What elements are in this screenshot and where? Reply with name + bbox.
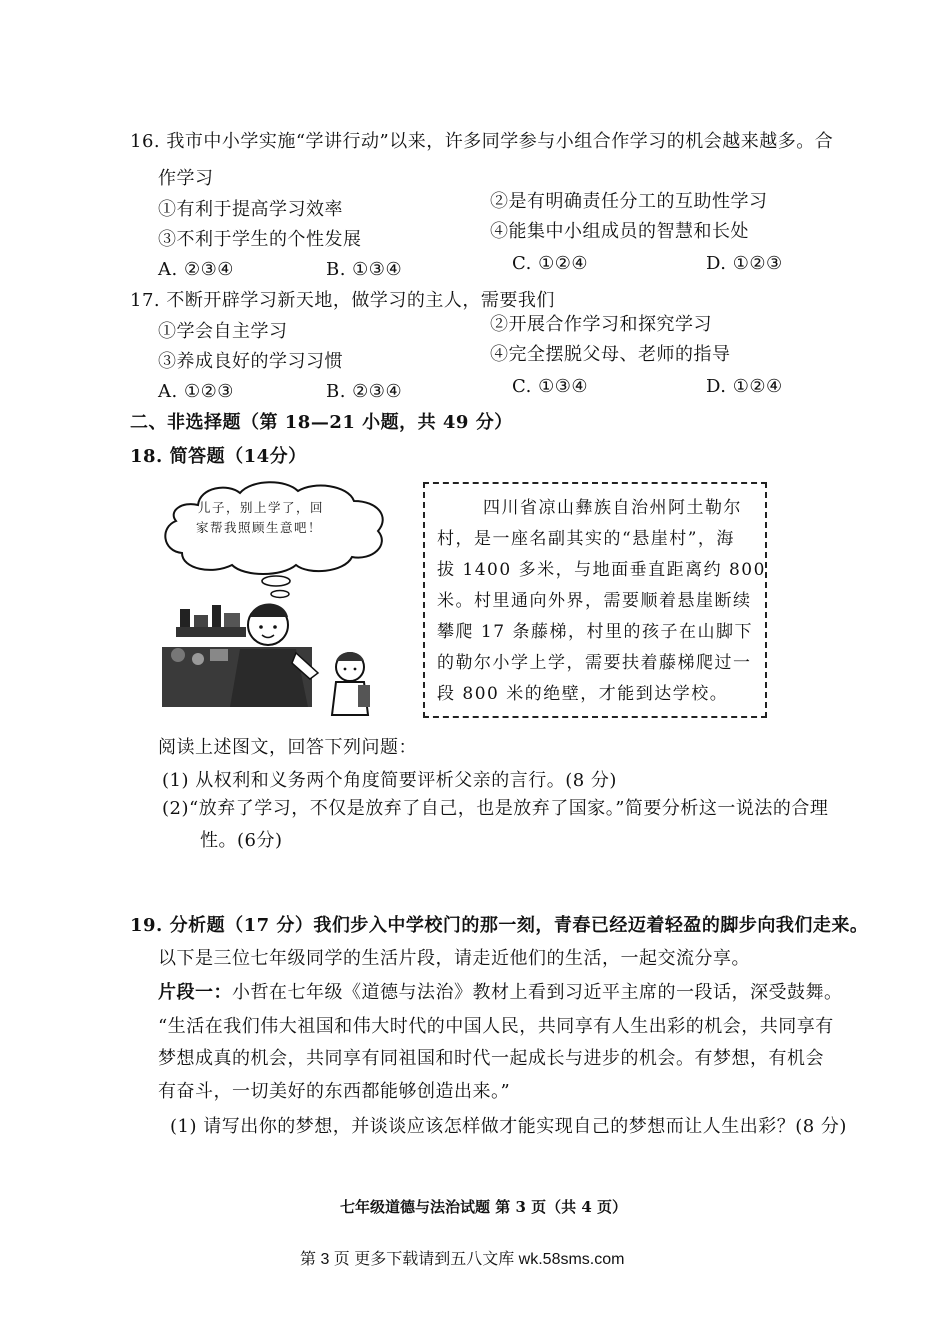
fragment-text: 小哲在七年级《道德与法治》教材上看到习近平主席的一段话，深受鼓舞。 <box>232 982 843 1003</box>
q17-choice-c: C. ①③④ <box>512 376 588 397</box>
q17-stem: 17. 不断开辟学习新天地，做学习的主人，需要我们 <box>130 290 555 311</box>
q16-option-1: ①有利于提高学习效率 <box>158 199 343 220</box>
goods <box>192 653 204 665</box>
q17-option-2: ②开展合作学习和探究学习 <box>490 314 712 335</box>
bubble-text-line2: 家帮我照顾生意吧！ <box>196 520 323 535</box>
q18-sub-question-2-line1: (2)“放弃了学习，不仅是放弃了自己，也是放弃了国家。”简要分析这一说法的合理 <box>162 798 829 819</box>
section2-heading: 二、非选择题（第 18—21 小题，共 49 分） <box>130 412 513 433</box>
q19-quote-line3: 有奋斗，一切美好的东西都能够创造出来。” <box>158 1081 511 1102</box>
father-eye <box>259 625 263 629</box>
q18-sub-question-1: (1) 从权利和义务两个角度简要评析父亲的言行。(8 分) <box>162 770 617 791</box>
goods <box>171 648 185 662</box>
box-line-6: 的勒尔小学上学，需要扶着藤梯爬过一 <box>437 653 752 673</box>
q17-option-1: ①学会自主学习 <box>158 321 288 342</box>
box-line-7: 段 800 米的绝壁，才能到达学校。 <box>437 684 729 704</box>
q17-option-3: ③养成良好的学习习惯 <box>158 351 343 372</box>
q18-sub-question-2-line2: 性。(6分) <box>200 830 283 851</box>
q16-option-2: ②是有明确责任分工的互助性学习 <box>490 191 768 212</box>
bubble-dot-1 <box>262 576 290 586</box>
bubble-text-line1: 儿子，别上学了，回 <box>198 500 325 515</box>
cartoon-illustration <box>158 477 398 722</box>
q19-fragment-1 <box>158 981 843 1005</box>
q19-quote-line2: 梦想成真的机会，共同享有同祖国和时代一起成长与进步的机会。有梦想，有机会 <box>158 1048 824 1069</box>
q17-choice-b: B. ②③④ <box>326 381 403 402</box>
father-hair <box>250 604 288 618</box>
q19-sub-question-1: (1) 请写出你的梦想，并谈谈应该怎样做才能实现自己的梦想而让人生出彩？(8 分) <box>170 1116 847 1137</box>
son-eye <box>354 668 357 671</box>
q16-choice-b: B. ①③④ <box>326 259 403 280</box>
q16-stem-line1: 16. 我市中小学实施“学讲行动”以来，许多同学参与小组合作学习的机会越来越多。合 <box>130 131 834 152</box>
box-line-1: 四川省凉山彝族自治州阿土勒尔 <box>483 498 742 518</box>
jar <box>194 615 208 627</box>
q16-choice-c: C. ①②④ <box>512 253 588 274</box>
shelf <box>176 627 246 637</box>
q18-instruction: 阅读上述图文，回答下列问题： <box>158 737 417 758</box>
jar <box>224 613 240 627</box>
reading-material-box <box>423 482 767 718</box>
q19-line1-text: 19. 分析题（17 分）我们步入中学校门的那一刻，青春已经迈着轻盈的脚步向我们走来。 <box>130 915 869 936</box>
box-line-5: 攀爬 17 条藤梯，村里的孩子在山脚下 <box>437 622 753 642</box>
q16-choice-a: A. ②③④ <box>158 259 234 280</box>
q17-choice-d: D. ①②④ <box>706 376 783 397</box>
son-hair <box>336 652 364 661</box>
q17-option-4: ④完全摆脱父母、老师的指导 <box>490 344 731 365</box>
q16-option-3: ③不利于学生的个性发展 <box>158 229 362 250</box>
son-eye <box>344 668 347 671</box>
fragment-label: 片段一： <box>158 982 232 1003</box>
goods <box>210 649 228 661</box>
box-line-3: 拔 1400 多米，与地面垂直距离约 800 <box>437 560 766 580</box>
box-line-2: 村，是一座名副其实的“悬崖村”，海 <box>437 529 735 549</box>
q19-line1 <box>130 914 868 938</box>
q16-option-4: ④能集中小组成员的智慧和长处 <box>490 221 749 242</box>
bottle <box>180 609 190 627</box>
bottle <box>212 605 221 627</box>
q16-choice-d: D. ①②③ <box>706 253 783 274</box>
bubble-dot-2 <box>271 591 289 598</box>
box-line-4: 米。村里通向外界，需要顺着悬崖断续 <box>437 591 752 611</box>
q19-line2: 以下是三位七年级同学的生活片段，请走近他们的生活，一起交流分享。 <box>158 948 750 969</box>
q16-stem-line2: 作学习 <box>158 168 214 189</box>
download-watermark: 第 3 页 更多下载请到五八文库 wk.58sms.com <box>300 1251 625 1268</box>
father-eye <box>273 625 277 629</box>
q19-quote-line1: “生活在我们伟大祖国和伟大时代的中国人民，共同享有人生出彩的机会，共同享有 <box>158 1016 834 1037</box>
page-footer: 七年级道德与法治试题 第 3 页（共 4 页） <box>340 1198 627 1216</box>
q18-heading: 18. 简答题（14分） <box>130 446 307 467</box>
son-backpack <box>358 685 370 707</box>
q17-choice-a: A. ①②③ <box>158 381 234 402</box>
